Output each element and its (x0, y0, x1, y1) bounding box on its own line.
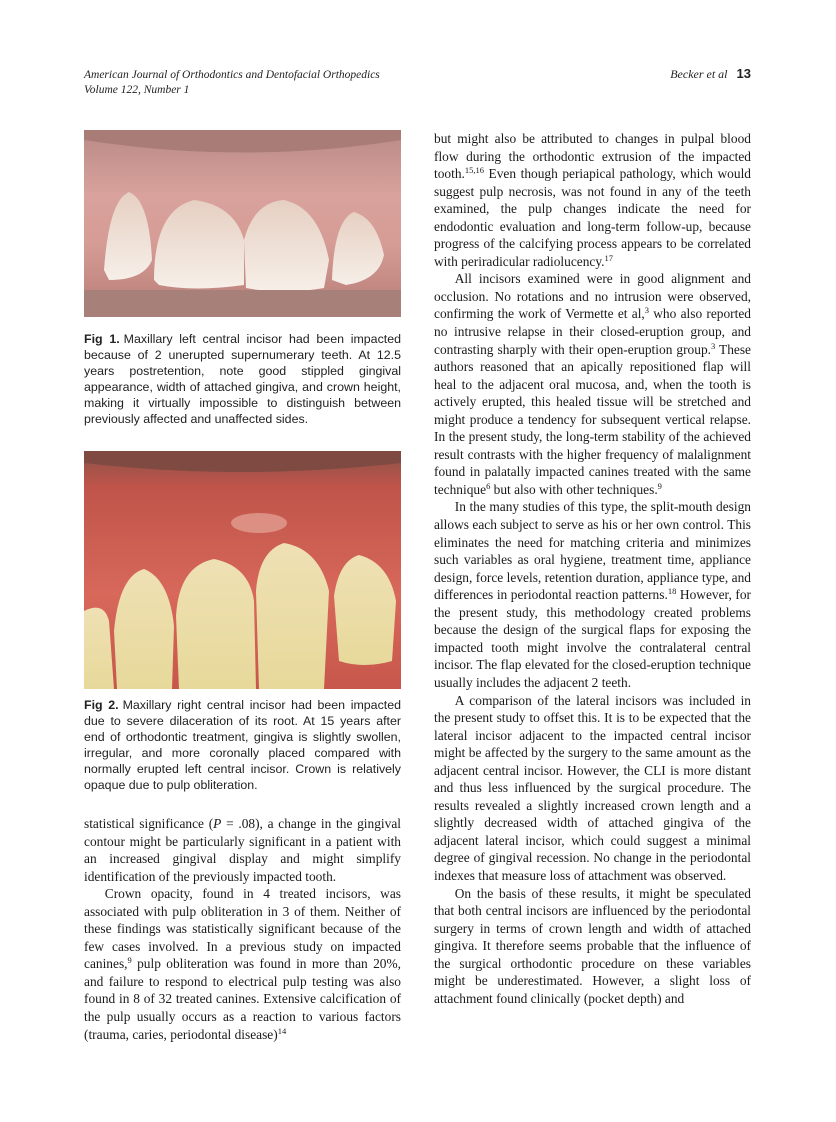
figure-2-photo (84, 451, 401, 689)
paragraph-text: pulp obliteration was found in more than 20%, and failure to respond to electrical pulp testing was also found in 8 of 32 treated canines. Extensive calcification of the pulp usually occurs as a reaction to various factors (trauma, caries, periodontal disease) (84, 956, 401, 1042)
running-header-right (670, 66, 751, 82)
citation-superscript: 15,16 (464, 165, 484, 176)
citation-superscript: 6 (486, 480, 491, 491)
body-paragraph (434, 270, 751, 498)
paragraph-text: Crown opacity, found in 4 treated incisors, was associated with pulp obliteration in 3 of them. Neither of these findings was statistically significant because of the few cases involved. In a previous study on impacted canines, (84, 886, 401, 972)
citation-superscript: 17 (604, 252, 614, 263)
body-paragraph (434, 692, 751, 885)
journal-volume: Volume 122, Number 1 (84, 84, 190, 96)
figure-1-label: Fig 1. (84, 332, 120, 346)
paragraph-text: = .08), a change in the gingival contour might be particularly significant in a patient with an increased gingival display and might simplify identification of the previously impacted tooth. (84, 816, 401, 884)
citation-superscript: 18 (667, 586, 677, 597)
body-paragraph (434, 885, 751, 1008)
body-paragraph (84, 885, 401, 1043)
right-column-body (434, 130, 751, 1007)
paragraph-text: In the many studies of this type, the split-mouth design allows each subject to serve as his or her own control. This eliminates the need for matching criteria and minimizes such variables as oral hygiene, treatment time, appliance design, force levels, retention duration, appliance type, and differences in periodontal reaction patterns. (434, 499, 751, 603)
paragraph-text: statistical significance ( (84, 816, 214, 831)
running-header-journal (84, 68, 380, 98)
figure-2-caption (84, 697, 401, 794)
figure-1-caption-text: Maxillary left central incisor had been impacted because of 2 unerupted supernumerary teeth. At 12.5 years postretention, note good stippled gingival appearance, width of attached gingiva, and crown height, making it virtually impossible to distinguish between previously affected and unaffected sides. (84, 332, 401, 427)
paragraph-text: but also with other techniques. (490, 481, 658, 497)
figure-2-caption-text: Maxillary right central incisor had been impacted due to severe dilaceration of its root. At 15 years after end of orthodontic treatment, gingiva is slightly swollen, irregular, and more coronally placed compared with normally erupted left central incisor. Crown is relatively opaque due to pulp obliteration. (84, 698, 401, 793)
body-paragraph (434, 498, 751, 691)
body-paragraph (84, 815, 401, 885)
italic-symbol: P (213, 816, 222, 831)
paragraph-text: who also reported no intrusive relapse in their closed-eruption group, and contrasting sharply with their open-eruption group. (434, 306, 751, 357)
citation-superscript: 3 (711, 340, 716, 351)
author-running-head: Becker et al (670, 67, 728, 81)
paragraph-text: but might also be attributed to changes in pulpal blood flow during the orthodontic extrusion of the impacted tooth. (434, 131, 751, 182)
paragraph-text: A comparison of the lateral incisors was included in the present study to offset this. It is to be expected that the lateral incisor adjacent to the impacted central incisor might be affected by the surgery to the same amount as the adjacent central incisor. However, the CLI is more distant and thus less influenced by the surgical procedure. The results revealed a slightly increased crown length and a slightly decreased width of attached gingiva of the adjacent lateral incisor, which could suggest a minimal degree of gingival recession. No change in the periodontal indexes that measure loss of attachment was observed. (434, 692, 751, 883)
citation-superscript: 14 (277, 1025, 287, 1036)
paragraph-text: Even though periapical pathology, which would suggest pulp necrosis, was not found in any of the teeth examined, the pulp changes indicate the need for endodontic evaluation and long-term follow-up, because progress of the calcifying process appears to be correlated with periradicular radiolucency. (434, 166, 751, 269)
paragraph-text: On the basis of these results, it might be speculated that both central incisors are influenced by the periodontal surgery in terms of crown length and width of attached gingiva. It therefore seems probable that the influence of the surgical orthodontic procedure on these variables might be underestimated. However, a slight loss of attachment found clinically (pocket depth) and (434, 885, 751, 1006)
journal-title: American Journal of Orthodontics and Dentofacial Orthopedics (84, 69, 380, 81)
figure-1-caption (84, 331, 401, 428)
citation-superscript: 9 (657, 480, 662, 491)
paragraph-text: However, for the present study, this methodology created problems because the design of the surgical flaps for exposing the impacted tooth might involve the contralateral central incisor. The flap elevated for the closed-eruption technique usually includes the adjacent 2 teeth. (434, 587, 751, 690)
figure-1-photo (84, 130, 401, 317)
page-number: 13 (736, 66, 751, 81)
citation-superscript: 3 (644, 305, 650, 316)
figure-2-label: Fig 2. (84, 698, 119, 712)
citation-superscript: 9 (127, 955, 132, 966)
body-paragraph (434, 130, 751, 270)
paragraph-text: All incisors examined were in good alignment and occlusion. No rotations and no intrusion were observed, confirming the work of Vermette et al, (434, 271, 751, 322)
paragraph-text: These authors reasoned that an apically repositioned flap will heal to the adjacent oral mucosa, and, when the tooth is actively erupted, this healed tissue will be stretched and might produce a tendency for subsequent vertical relapse. In the present study, the long-term stability of the achieved result contrasts with the higher frequency of malalignment found in palatally impacted canines treated with the same technique (434, 341, 751, 497)
left-column-body (84, 815, 401, 1043)
